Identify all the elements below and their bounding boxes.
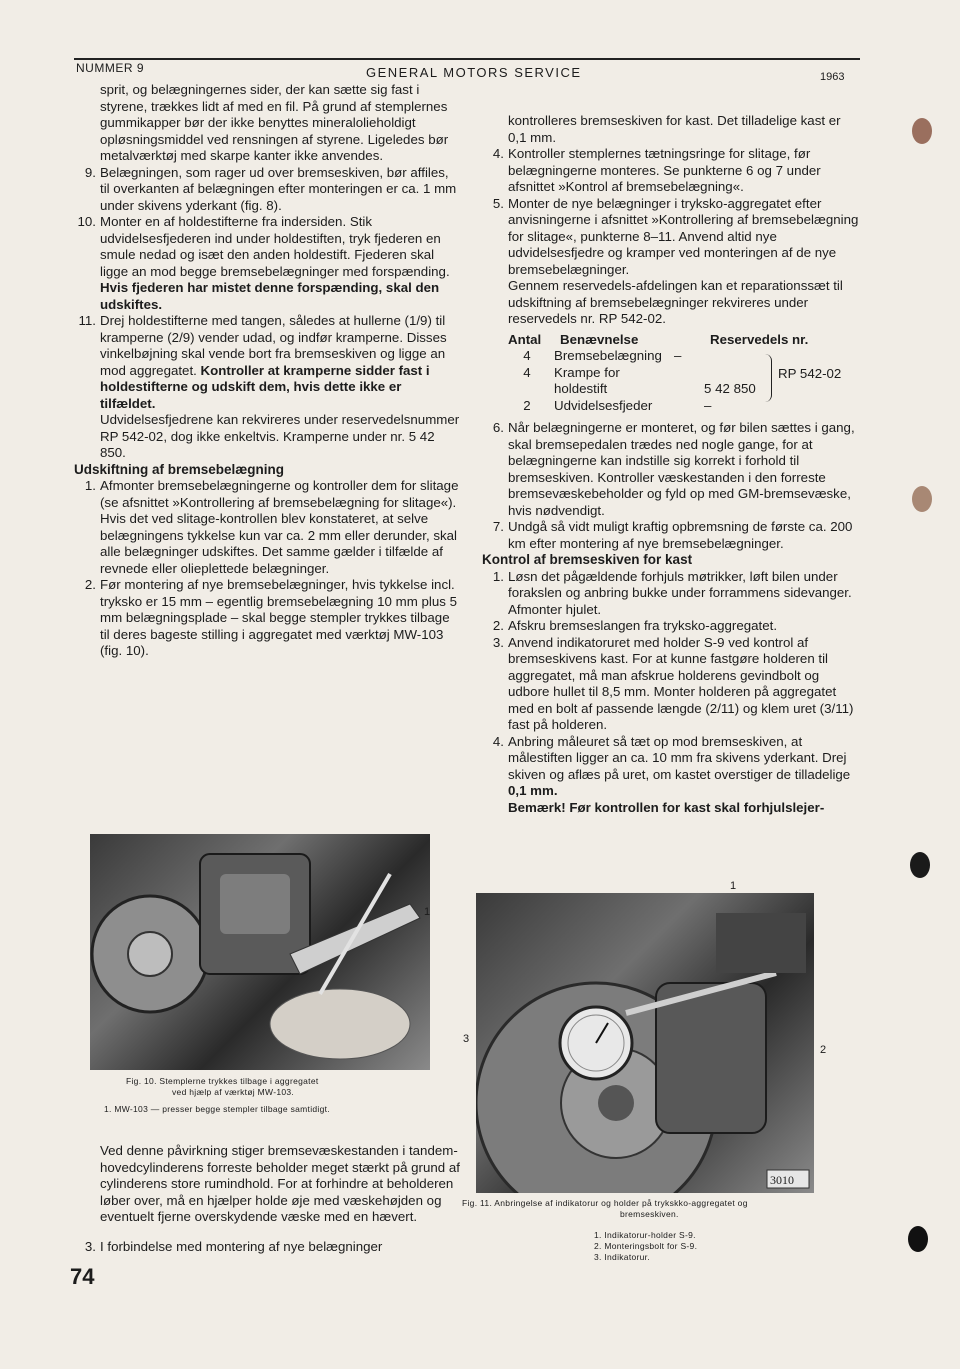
figure-11-caption-line2: bremseskiven. <box>620 1209 679 1219</box>
figure-10-caption-line2: ved hjælp af værktøj MW-103. <box>172 1087 295 1097</box>
replace-step-1: 1. Afmonter bremsebelægningerne og kontroller dem for slitage (se afsnittet »Kontrollering af bremsebelægning for slitage«). <box>84 478 459 510</box>
header-rule <box>74 58 860 60</box>
step-11-warning: Kontroller at kramperne sidder fast i holdestifterne og udskift dem, hvis dette ikke er tilfældet. <box>100 362 430 411</box>
publication-title: GENERAL MOTORS SERVICE <box>366 65 582 80</box>
runout-step-1: 1. Løsn det pågældende forhjuls møtrikker, løft bilen under forakslen og anbring bukke under forrammens sidevanger. Afmonter hjulet. <box>492 568 852 617</box>
figure-11-callout-1: 1 <box>730 880 737 892</box>
parts-bracket <box>765 354 772 402</box>
right-column <box>482 113 860 816</box>
table-row: 4 Krampe for <box>523 364 620 380</box>
section-title-runout: Kontrol af bremseskiven for kast <box>482 552 693 567</box>
step-11: 11. Drej holdestifterne med tangen, således at hullerne (1/9) til kramperne (2/9) vender udad, og indfør kramperne. Disses vinkelbøjning skal vende bort fra bremseskiven og ligge an mod aggregatet. Kontroller at kramperne sidder fast i holdestifterne og udskift dem, hvis dette ikke er tilfældet. <box>78 313 447 411</box>
figure-11-caption-line1: Fig. 11. Anbringelse af indikatorur og holder på trykskko-aggregatet og <box>462 1198 748 1208</box>
continued-paragraph: kontrolleres bremseskiven for kast. Det tilladelige kast er 0,1 mm. <box>508 113 841 145</box>
binder-hole <box>912 118 932 144</box>
bottom-left-text <box>74 1130 460 1256</box>
binder-hole <box>908 1226 928 1252</box>
runout-step-3: 3. Anvend indikatoruret med holder S-9 ved kontrol af bremseskivens kast. For at kunne fastgøre holderen til aggregatet, må man afskrue holderens gevindbolt og udbore hullet til 8,5 mm. Monter holderen på aggregatet med en bolt af passende længde (2/11) og klem uret (3/11) fast på holderen. <box>492 634 854 732</box>
runout-step-4: 4. Anbring måleuret så tæt op mod bremseskiven, at målestiften ligger an ca. 10 mm fra skivens yderkant. Drej skiven og aflæs på uret, om kastet overstiger de tilladelige 0,1 mm. <box>492 733 851 798</box>
replace-step-6: 6. Når belægningerne er monteret, og før bilen sættes i gang, skal bremsepedalen trædes ned nogle gange, for at belægningerne kan indstille sig korrekt i forhold til bremseskiven. Kontroller væskestanden i den forreste bremsevæskebeholder og fyld op med GM-bremsevæske, hvis nødvendigt. <box>492 420 855 518</box>
reservoir-paragraph: Ved denne påvirkning stiger bremsevæskestanden i tandem-hovedcylinderens forreste beholder meget stærkt på grund af cylinderens store rumindhold. For at forhindre at beholderen løber over, må en hjælper holde øje med væskehøjden og eventuelt fjerne overskydende væske med en hævert. <box>100 1143 460 1225</box>
step-11-parts-note: Udvidelsesfjedrene kan rekvireres under reservedelsnummer RP 542-02, dog ikke enkeltvis. Kramperne under nr. 5 42 850. <box>100 412 460 460</box>
figure-11-legend-1: 1. Indikatorur-holder S-9. <box>594 1230 696 1240</box>
replace-step-1-note: Hvis det ved slitage-kontrollen blev konstateret, at selve belægningens tykkelse kun var ca. 2 mm eller derunder, skal alle belægninger udskiftes. Det samme gælder i tilfælde af revnede eller olieplettede belægninger. <box>100 511 457 576</box>
binder-hole <box>910 852 930 878</box>
year: 1963 <box>820 71 845 83</box>
runout-note: Bemærk! Før kontrollen for kast skal forhjulslejer- <box>508 799 825 815</box>
figure-11-callout-2: 2 <box>820 1044 827 1056</box>
replace-step-3: 3. I forbindelse med montering af nye belægninger <box>84 1239 383 1255</box>
intro-paragraph: sprit, og belægningernes sider, der kan sætte sig fast i styrene, trækkes lidt af med en fil. På grund af stemplernes gummikapper bør der ikke benyttes mineralolieholdigt opløsningsmiddel ved rensningen af styrene. Ligeledes bør metalværktøj med skarpe kanter ikke anvendes. <box>100 82 449 163</box>
runout-step-2: 2. Afskru bremseslangen fra tryksko-aggregatet. <box>492 618 778 633</box>
step-10-warning: Hvis fjederen har mistet denne forspænding, skal den udskiftes. <box>100 280 440 312</box>
replace-step-7: 7. Undgå så vidt muligt kraftig opbremsning de første ca. 200 km efter montering af nye bremsebelægninger. <box>492 519 853 551</box>
figure-10-photo <box>90 834 430 1070</box>
table-row: holdestift 5 42 850 <box>554 381 756 396</box>
photo-number: 3010 <box>770 1173 794 1187</box>
step-10: 10. Monter en af holdestifterne fra indersiden. Stik udvidelsesfjederen ind under holdestiften, tryk fjederen en smule nedad og isæt den anden holdestift. Fjederen skal ligge an mod begge bremsebelægninger med forspænding. Hvis fjederen har mistet denne forspænding, skal den udskiftes. <box>77 214 450 312</box>
replace-step-4: 4. Kontroller stemplernes tætningsringe for slitage, før belægningerne monteres. Se punkterne 6 og 7 under afsnittet »Kontrol af bremsebelægning«. <box>492 146 821 194</box>
parts-table-header: Antal Benævnelse Reservedels nr. <box>508 331 809 347</box>
kit-part-number: RP 542-02 <box>778 365 842 381</box>
replace-step-2: 2. Før montering af nye bremsebelægninger, hvis tykkelse incl. tryksko er 15 mm – egentlig bremsebelægning 10 mm plus 5 mm belægningsplade – skal begge stempler trykkes tilbage til deres bageste stilling i aggregatet med værktøj MW-103 (fig. 10). <box>84 577 457 658</box>
page-number: 74 <box>70 1264 95 1289</box>
figure-11-callout-3: 3 <box>463 1033 470 1045</box>
figure-10-caption-line3: 1. MW-103 — presser begge stempler tilbage samtidigt. <box>104 1104 330 1114</box>
section-title-replacement: Udskiftning af bremsebelægning <box>74 461 285 477</box>
parts-table <box>508 332 860 415</box>
step-9: 9. Belægningen, som rager ud over bremseskiven, bør affiles, til overkanten af belægningen efter monteringen er ca. 1 mm under skivens yderkant (fig. 8). <box>84 164 457 213</box>
left-column <box>74 82 460 660</box>
figure-11-legend-2: 2. Monteringsbolt for S-9. <box>594 1241 698 1251</box>
binder-hole <box>912 486 932 512</box>
replace-step-5: 5. Monter de nye belægninger i tryksko-aggregatet efter anvisningerne i afsnittet »Kontrollering af bremsebelægning for slitage«, punkterne 8–11. Anvend altid nye udvidelsesfjedre og kramper ved monteringen af de nye bremsebelægninger. <box>492 195 859 277</box>
table-row: 2 Udvidelsesfjeder – <box>523 397 712 413</box>
issue-number: NUMMER 9 <box>76 61 145 75</box>
figure-10-caption-line1: Fig. 10. Stemplerne trykkes tilbage i aggregatet <box>126 1076 319 1086</box>
figure-10-callout-1: 1 <box>424 906 431 918</box>
repair-kit-note: Gennem reservedels-afdelingen kan et reparationssæt til udskiftning af bremsebelægninger rekvireres under reservedels nr. RP 542-02. <box>508 278 843 326</box>
figure-11-photo <box>476 893 814 1193</box>
table-row: 4 Bremsebelægning – <box>523 348 682 363</box>
figure-11-legend-3: 3. Indikatorur. <box>594 1252 651 1262</box>
